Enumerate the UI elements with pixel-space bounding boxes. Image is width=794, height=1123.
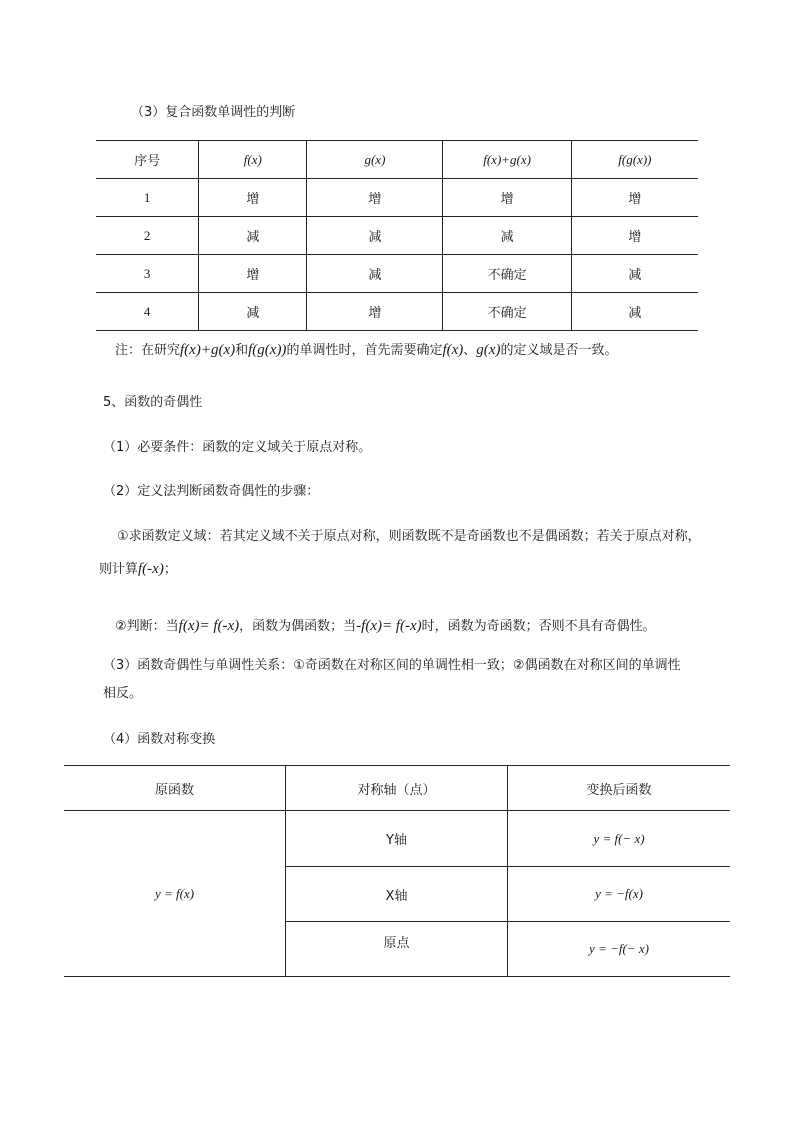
table-row [96,217,698,255]
header-result: 变换后函数 [508,766,731,811]
note-text: 的单调性时，首先需要确定 [286,343,443,358]
header-axis: 对称轴（点） [286,766,508,811]
table-row [96,293,698,331]
section-3-heading: （3）复合函数单调性的判断 [131,105,296,120]
note-text: 注：在研究 [115,343,181,358]
cell-index: 3 [143,265,151,281]
cell-f-plus-g: 不确定 [443,293,571,331]
cell-original-function: y = f(x) [64,811,286,977]
step-1-line-1: ①求函数定义域：若其定义域不关于原点对称，则函数既不是奇函数也不是偶函数；若关于原点对称， [117,529,701,544]
parity-section-title: 5、函数的奇偶性 [103,395,203,410]
step-text: ，函数为偶函数；当 [239,619,357,634]
cell-axis: Y轴 [286,811,508,867]
cell-g: 减 [307,255,443,293]
cell-f: 减 [199,293,307,331]
step-math: f(x)= f(-x) [178,618,240,634]
cell-result: y = f(− x) [508,811,731,867]
item-1: （1）必要条件：函数的定义域关于原点对称。 [103,440,372,455]
note-math: g(x) [476,342,501,358]
note-paragraph [115,339,617,359]
cell-f-of-g: 减 [571,293,698,331]
table-header-row [64,766,730,811]
cell-f-of-g: 减 [571,255,698,293]
step-text: ； [163,562,177,577]
cell-f-of-g: 增 [571,217,698,255]
header-f: f(x) [199,141,307,179]
item-4: （4）函数对称变换 [103,732,216,747]
cell-f-of-g: 增 [571,179,698,217]
cell-g: 增 [307,293,443,331]
table-row [96,255,698,293]
header-index: 序号 [134,154,161,169]
step-text: ②判断：当 [115,619,179,634]
cell-index: 1 [143,189,151,205]
step-text: 则计算 [99,562,139,577]
note-text: 、 [463,343,477,358]
cell-g: 增 [307,179,443,217]
cell-axis: X轴 [286,867,508,922]
cell-index: 2 [143,227,151,243]
table-row [64,811,730,867]
cell-f: 增 [199,179,307,217]
table-header-row [96,141,698,179]
cell-result: y = −f(− x) [508,922,731,977]
step-math: -f(x)= f(-x) [356,618,422,634]
header-original: 原函数 [64,766,286,811]
step-2 [115,615,656,635]
note-math: f(g(x)) [248,342,287,358]
header-g: g(x) [307,141,443,179]
cell-g: 减 [307,217,443,255]
cell-index: 4 [143,303,151,319]
note-text: 和 [235,343,249,358]
item-3-line-2: 相反。 [103,686,143,701]
monotonicity-table [96,140,698,331]
cell-f-plus-g: 不确定 [443,255,571,293]
step-math: f(-x) [138,561,164,577]
step-text: 时，函数为奇函数；否则不具有奇偶性。 [421,619,656,634]
cell-f: 增 [199,255,307,293]
item-3-line-1: （3）函数奇偶性与单调性关系：①奇函数在对称区间的单调性相一致；②偶函数在对称区间的单调性 [103,658,681,673]
note-math: f(x)+g(x) [180,342,236,358]
cell-f: 减 [199,217,307,255]
cell-result: y = −f(x) [508,867,731,922]
symmetry-transform-table [64,765,730,977]
note-math: f(x) [442,342,464,358]
table-row [96,179,698,217]
header-f-plus-g: f(x)+g(x) [443,141,571,179]
header-f-of-g: f(g(x)) [571,141,698,179]
cell-axis: 原点 [286,922,508,977]
cell-f-plus-g: 减 [443,217,571,255]
note-text: 的定义域是否一致。 [500,343,618,358]
cell-f-plus-g: 增 [443,179,571,217]
item-2: （2）定义法判断函数奇偶性的步骤： [103,484,320,499]
step-1-line-2 [99,558,177,578]
